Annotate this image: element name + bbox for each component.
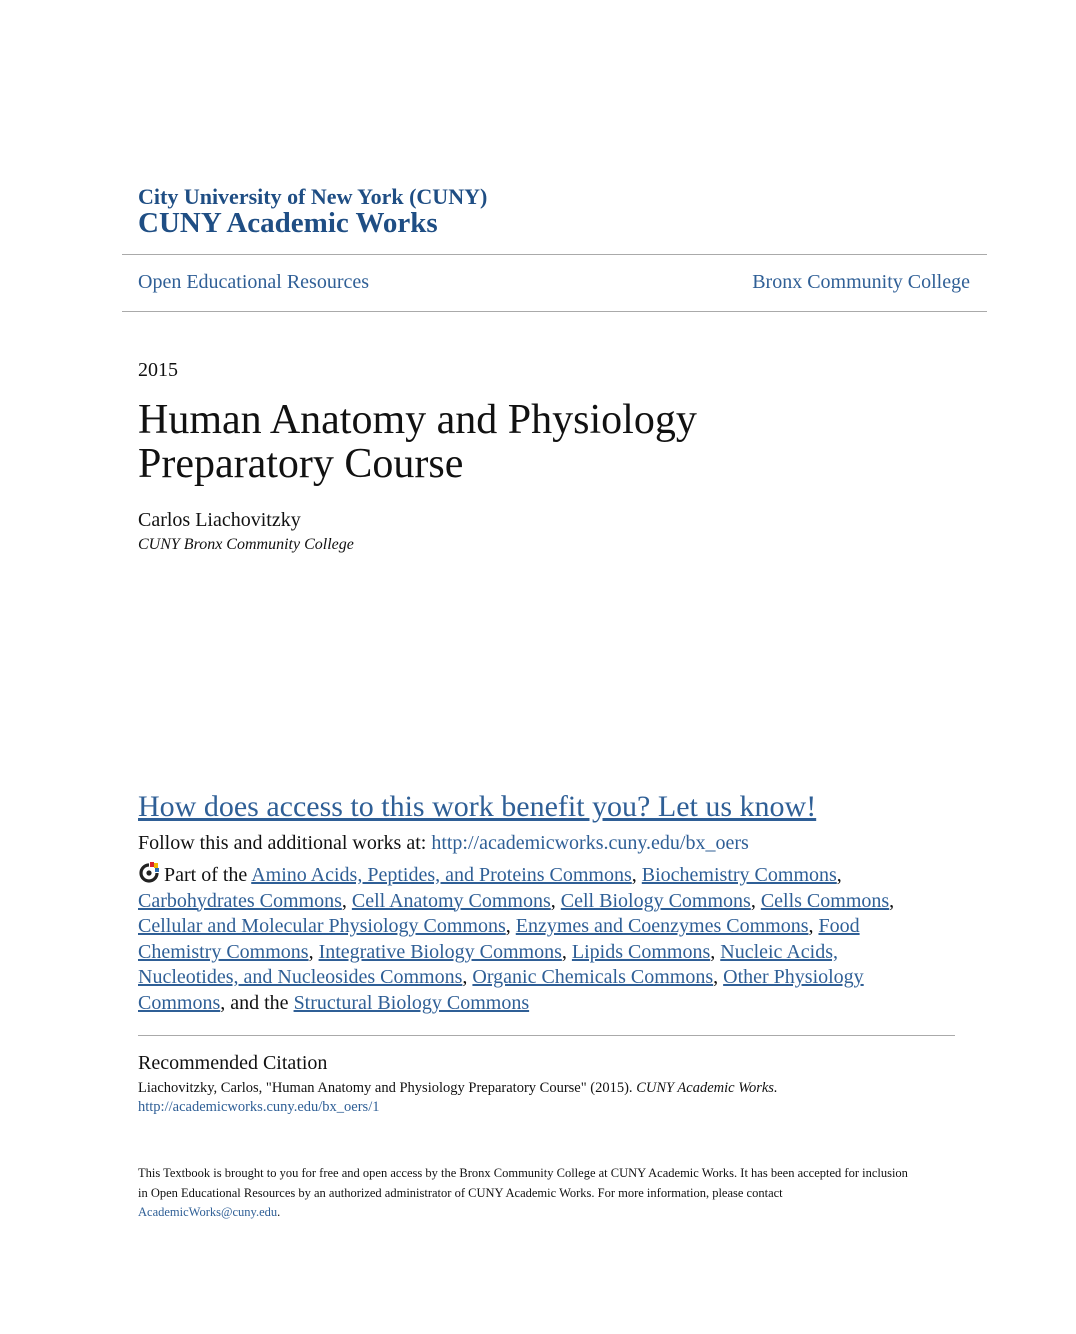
commons-separator: , and the bbox=[220, 991, 294, 1014]
footer-notice bbox=[138, 1164, 918, 1223]
commons-separator: , bbox=[341, 889, 352, 912]
commons-link[interactable]: Structural Biology Commons bbox=[293, 991, 530, 1014]
commons-link[interactable]: Cellular and Molecular Physiology Commons bbox=[138, 915, 506, 938]
commons-link[interactable]: Lipids Commons bbox=[571, 940, 711, 963]
commons-link[interactable]: Carbohydrates Commons bbox=[138, 889, 342, 912]
commons-link[interactable]: Biochemistry Commons bbox=[641, 864, 837, 886]
follow-line bbox=[138, 832, 749, 855]
network-icon bbox=[138, 862, 160, 884]
author-affiliation: CUNY Bronx Community College bbox=[138, 536, 354, 553]
commons-separator: , bbox=[710, 940, 721, 963]
citation-url-link[interactable]: http://academicworks.cuny.edu/bx_oers/1 bbox=[138, 1099, 380, 1115]
repository-name: CUNY Academic Works bbox=[138, 207, 438, 239]
college-link[interactable]: Bronx Community College bbox=[752, 271, 970, 293]
author-name: Carlos Liachovitzky bbox=[138, 509, 301, 531]
citation-source: CUNY Academic Works. bbox=[636, 1080, 778, 1096]
commons-link[interactable]: Cell Biology Commons bbox=[560, 889, 751, 912]
commons-separator: , bbox=[462, 966, 473, 989]
commons-separator: , bbox=[808, 915, 819, 938]
follow-label: Follow this and additional works at: bbox=[138, 832, 432, 854]
citation-body: Liachovitzky, Carlos, "Human Anatomy and Physiology Preparatory Course" (2015). bbox=[138, 1080, 637, 1096]
commons-link[interactable]: Amino Acids, Peptides, and Proteins Commons bbox=[251, 864, 632, 886]
part-of-commons bbox=[138, 862, 908, 1017]
publication-year: 2015 bbox=[138, 359, 178, 381]
work-title: Human Anatomy and Physiology Preparatory Course bbox=[138, 397, 697, 487]
commons-separator: , bbox=[308, 940, 319, 963]
commons-link[interactable]: Cells Commons bbox=[760, 889, 890, 912]
commons-separator: , bbox=[713, 966, 724, 989]
commons-link[interactable]: Nucleic Acids, Nucleotides, and Nucleosides Commons bbox=[138, 940, 838, 989]
collection-link[interactable]: Open Educational Resources bbox=[138, 271, 370, 293]
commons-separator: , bbox=[836, 864, 842, 886]
commons-link[interactable]: Cell Anatomy Commons bbox=[351, 889, 551, 912]
commons-separator: , bbox=[550, 889, 561, 912]
institution-name: City University of New York (CUNY) bbox=[138, 184, 488, 209]
follow-url-link[interactable]: http://academicworks.cuny.edu/bx_oers bbox=[431, 832, 749, 854]
commons-separator: , bbox=[631, 864, 642, 886]
commons-link[interactable]: Enzymes and Coenzymes Commons bbox=[515, 915, 809, 938]
commons-separator: , bbox=[889, 889, 895, 912]
commons-list bbox=[138, 864, 894, 1014]
top-rule bbox=[122, 254, 987, 255]
commons-link[interactable]: Integrative Biology Commons bbox=[318, 940, 562, 963]
part-of-label: Part of the bbox=[164, 864, 252, 886]
commons-separator: , bbox=[505, 915, 516, 938]
commons-link[interactable]: Organic Chemicals Commons bbox=[472, 966, 714, 989]
citation-rule bbox=[138, 1035, 955, 1036]
citation-text bbox=[138, 1080, 778, 1097]
commons-link[interactable]: Other Physiology Commons bbox=[138, 966, 864, 1014]
footer-end: . bbox=[277, 1205, 281, 1219]
nav-bottom-rule bbox=[122, 311, 987, 312]
footer-text: This Textbook is brought to you for free and open access by the Bronx Community College at CUNY Academic Works. It has been accepted for inclusion in Open Educational Resources by an authorized administrator of CUNY Academic Works. For more information, please contact bbox=[138, 1166, 908, 1200]
commons-separator: , bbox=[750, 889, 761, 912]
commons-link[interactable]: Food Chemistry Commons bbox=[138, 915, 860, 963]
commons-separator: , bbox=[561, 940, 572, 963]
feedback-link[interactable]: How does access to this work benefit you? Let us know! bbox=[138, 790, 817, 823]
contact-email-link[interactable]: AcademicWorks@cuny.edu bbox=[138, 1205, 278, 1219]
citation-heading: Recommended Citation bbox=[138, 1052, 328, 1074]
